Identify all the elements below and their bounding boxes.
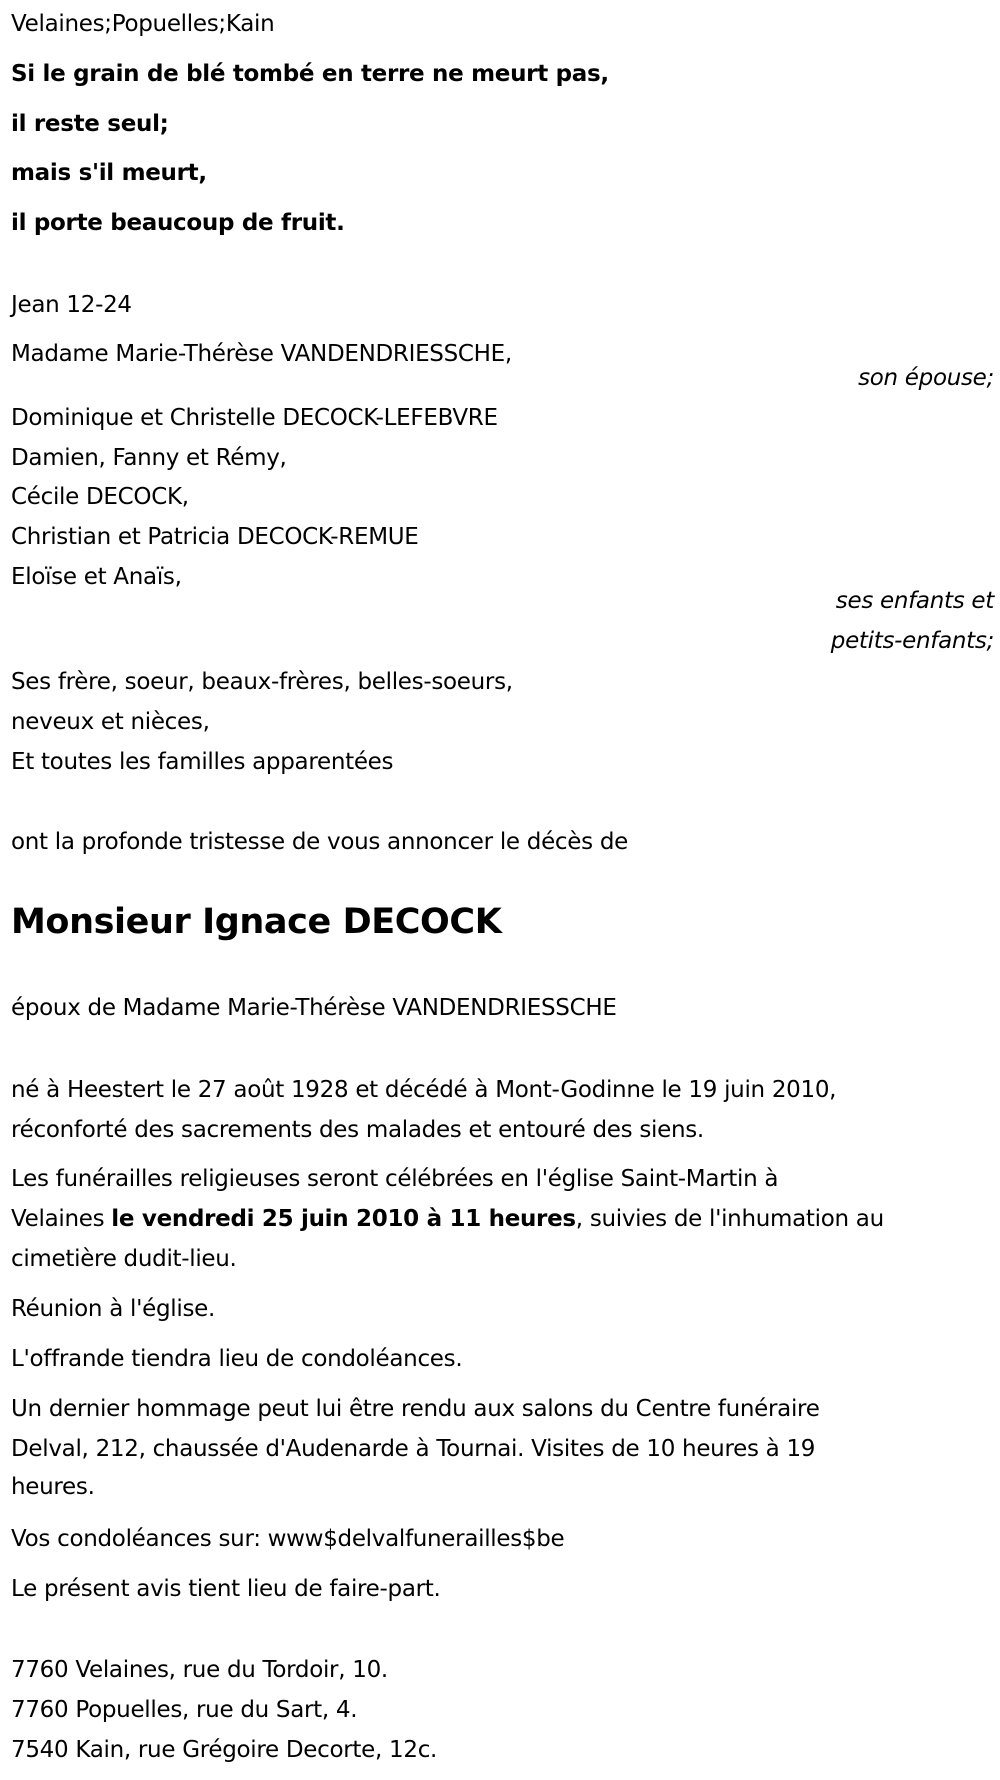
children-relation-line-2: petits-enfants; [830,628,994,654]
funeral-line-3: cimetière dudit-lieu. [11,1246,237,1272]
relatives-line-1: Ses frère, soeur, beaux-frères, belles-soeurs, [11,669,513,695]
children-line-1: Dominique et Christelle DECOCK-LEFEBVRE [11,405,498,431]
tribute-line-2: Delval, 212, chaussée d'Audenarde à Tournai. Visites de 10 heures à 19 [11,1436,816,1462]
spouse-of: époux de Madame Marie-Thérèse VANDENDRIESSCHE [11,995,617,1021]
address-velaines: 7760 Velaines, rue du Tordoir, 10. [11,1657,388,1683]
condolences-label: Vos condoléances sur: [11,1526,268,1552]
spouse-relation: son épouse; [858,365,994,391]
spouse-name: Madame Marie-Thérèse VANDENDRIESSCHE, [11,341,512,367]
funeral-line-2-prefix: Velaines [11,1206,112,1232]
funeral-date-time: le vendredi 25 juin 2010 à 11 heures [111,1206,576,1232]
announcement-intro: ont la profonde tristesse de vous annoncer le décès de [11,829,628,855]
verse-line-4: il porte beaucoup de fruit. [11,210,345,236]
birth-death-line-2: réconforté des sacrements des malades et entouré des siens. [11,1117,704,1143]
address-popuelles: 7760 Popuelles, rue du Sart, 4. [11,1697,358,1723]
locations-header: Velaines;Popuelles;Kain [11,11,275,37]
children-line-3: Cécile DECOCK, [11,484,189,510]
notice-line: Le présent avis tient lieu de faire-part. [11,1576,441,1602]
verse-line-1: Si le grain de blé tombé en terre ne meurt pas, [11,61,609,87]
verse-line-2: il reste seul; [11,111,169,137]
relatives-line-2: neveux et nièces, [11,709,210,735]
children-line-5: Eloïse et Anaïs, [11,564,182,590]
birth-death-line-1: né à Heestert le 27 août 1928 et décédé à Mont-Godinne le 19 juin 2010, [11,1077,837,1103]
funeral-line-2-suffix: , suivies de l'inhumation au [575,1206,884,1232]
verse-reference: Jean 12-24 [11,292,132,318]
children-relation-line-1: ses enfants et [835,588,994,614]
tribute-line-3: heures. [11,1474,95,1500]
verse-line-3: mais s'il meurt, [11,160,207,186]
funeral-line-2 [11,1204,884,1234]
relatives-line-3: Et toutes les familles apparentées [11,749,394,775]
tribute-line-1: Un dernier hommage peut lui être rendu aux salons du Centre funéraire [11,1396,820,1422]
funeral-line-1: Les funérailles religieuses seront célébrées en l'église Saint-Martin à [11,1166,779,1192]
deceased-name: Monsieur Ignace DECOCK [11,902,502,942]
offering-note: L'offrande tiendra lieu de condoléances. [11,1346,463,1372]
children-line-2: Damien, Fanny et Rémy, [11,445,287,471]
address-kain: 7540 Kain, rue Grégoire Decorte, 12c. [11,1737,438,1763]
children-line-4: Christian et Patricia DECOCK-REMUE [11,524,419,550]
meeting-note: Réunion à l'église. [11,1296,215,1322]
condolences-line [11,1524,564,1554]
condolences-url: www$delvalfunerailles$be [267,1526,565,1552]
